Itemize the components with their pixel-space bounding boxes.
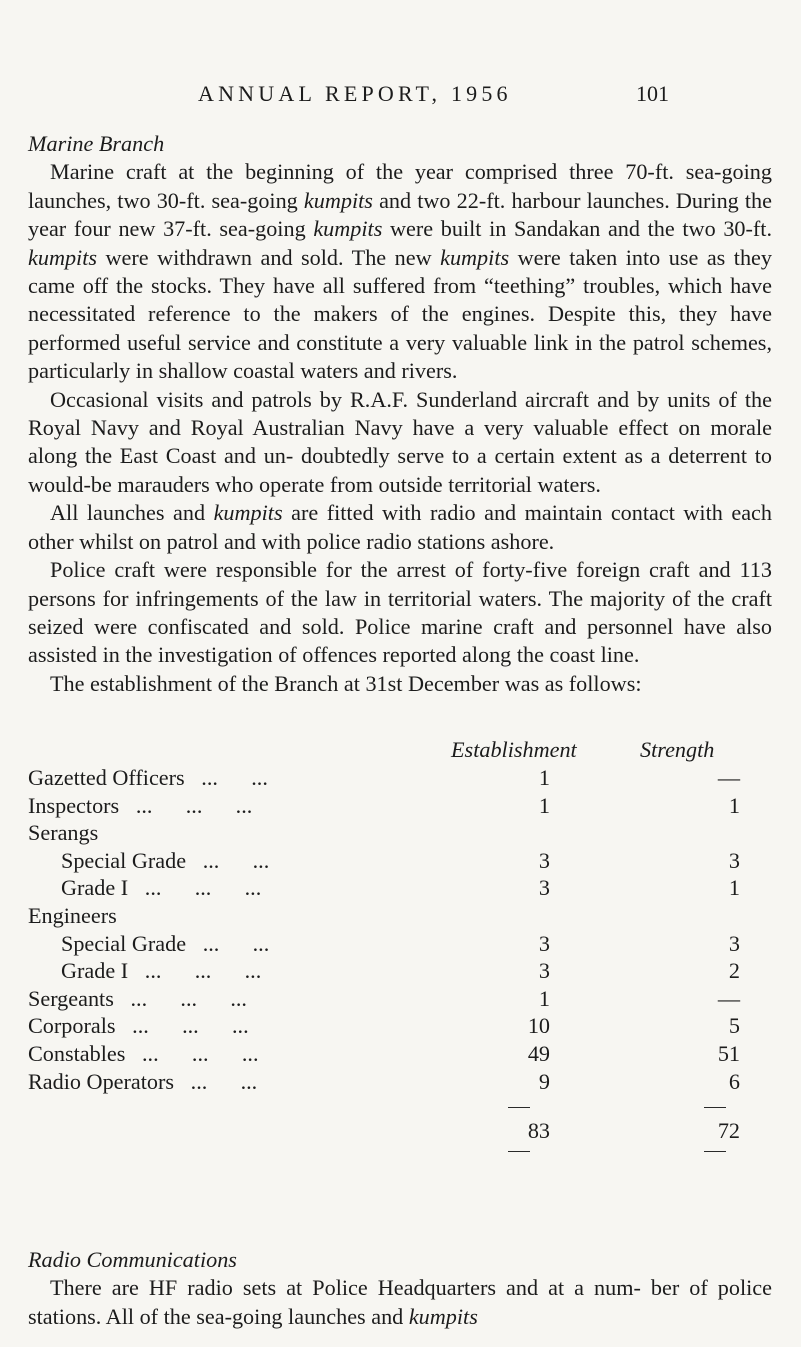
table-row	[28, 764, 772, 792]
row-label: Radio Operators ... ...	[28, 1068, 258, 1094]
italic-term: kumpits	[303, 187, 373, 213]
column-header-establishment: Establishment	[451, 737, 577, 762]
body-text	[28, 158, 772, 698]
total-underline-strength	[704, 1151, 726, 1152]
row-label: Constables ... ... ...	[28, 1040, 259, 1066]
strength-value: 1	[728, 875, 740, 901]
table-header-row	[28, 736, 772, 764]
total-rule-row	[28, 1095, 772, 1117]
row-label: Special Grade ... ...	[61, 930, 270, 956]
table-row	[28, 1040, 772, 1068]
text-run: The establishment of the Branch at 31st December was as follows:	[50, 670, 642, 696]
table-row	[28, 902, 772, 930]
row-label: Engineers	[28, 902, 117, 928]
row-label: Sergeants ... ... ...	[28, 985, 247, 1011]
strength-value: 3	[728, 847, 740, 873]
text-run: Marine craft at the beginning of the year comprised three 70-ft. sea-going launches, two 30-ft. sea-going	[28, 159, 772, 213]
establishment-value: 10	[527, 1013, 550, 1039]
text-run: Police craft were responsible for the arrest of forty-five foreign craft and 113 persons for infringements of the law in territorial waters. The majority of the craft seized were confiscated and sold. Police marine craft and personnel have also assisted in the investigation of offences reported along the coast line.	[28, 557, 772, 668]
strength-value: 6	[728, 1068, 740, 1094]
strength-value: —	[717, 765, 740, 790]
table-row	[28, 957, 772, 985]
strength-value: 3	[728, 930, 740, 956]
table-row	[28, 1012, 772, 1040]
establishment-value: 1	[538, 765, 550, 790]
row-label: Inspectors ... ... ...	[28, 792, 253, 818]
text-run: and two 22-ft. harbour launches. During the year four new 37-ft. sea-going	[28, 187, 772, 242]
row-label: Serangs	[28, 820, 99, 846]
text-run: were withdrawn and sold. The new	[97, 244, 441, 270]
establishment-value: 49	[527, 1040, 550, 1066]
strength-value: 51	[717, 1040, 740, 1066]
paragraph	[28, 158, 772, 385]
total-strength: 72	[717, 1118, 740, 1144]
paragraph	[28, 499, 772, 556]
section-heading-radio: Radio Communications	[28, 1247, 237, 1272]
italic-term: kumpits	[213, 500, 283, 526]
text-run: are fitted with radio and maintain contact with each other whilst on patrol and with police radio stations ashore.	[28, 500, 772, 554]
page-number: 101	[636, 81, 669, 106]
establishment-value: 3	[538, 875, 550, 901]
text-run: All launches and	[50, 500, 214, 526]
italic-term: kumpits	[440, 244, 510, 270]
italic-term: kumpits	[28, 244, 98, 270]
row-label: Gazetted Officers ... ...	[28, 765, 268, 790]
text-run: were taken into use as they came off the stocks. They have all suffered from “teething” troubles, which have necessitated reference to the makers of the engines. Despite this, they have performed useful service and constitute a very valuable link in the patrol schemes, particularly in shallow coastal waters and rivers.	[28, 244, 772, 384]
establishment-value: 9	[538, 1068, 550, 1094]
paragraph	[28, 386, 772, 500]
row-label: Corporals ... ... ...	[28, 1013, 249, 1039]
table-row	[28, 874, 772, 902]
total-rule-establishment	[508, 1107, 530, 1108]
table-row	[28, 819, 772, 847]
paragraph	[28, 556, 772, 670]
establishment-value: 1	[538, 792, 550, 818]
table-body	[28, 764, 772, 1095]
table-row	[28, 985, 772, 1013]
italic-term: kumpits	[313, 216, 383, 242]
strength-value: —	[717, 985, 740, 1011]
establishment-value: 3	[538, 958, 550, 984]
table-row	[28, 792, 772, 820]
row-label: Grade I ... ... ...	[61, 958, 262, 984]
row-label: Grade I ... ... ...	[61, 875, 262, 901]
strength-value: 2	[728, 958, 740, 984]
text-run: Occasional visits and patrols by R.A.F. Sunderland aircraft and by units of the Royal Navy and Royal Australian Navy have a very valuable effect on morale along the East Coast and un- doubtedly serve to a certain extent as a deterrent to would-be marauders who operate from outside territorial waters.	[28, 386, 772, 497]
text-run: were built in Sandakan and the two 30-ft.	[382, 216, 773, 242]
total-underline-row	[28, 1145, 772, 1159]
text-run: There are HF radio sets at Police Headquarters and at a num- ber of police stations. All of the sea-going launches and	[28, 1275, 772, 1329]
establishment-value: 3	[538, 847, 550, 873]
table-row	[28, 847, 772, 875]
strength-value: 5	[728, 1013, 740, 1039]
section-heading: Marine Branch	[28, 131, 165, 156]
table-row	[28, 930, 772, 958]
total-establishment: 83	[527, 1118, 550, 1144]
running-head: ANNUAL REPORT, 1956	[198, 81, 512, 106]
marine-branch-section	[28, 130, 772, 698]
paragraph	[28, 670, 772, 698]
radio-communications-section	[28, 1246, 772, 1331]
establishment-value: 1	[538, 985, 550, 1011]
total-rule-strength	[704, 1107, 726, 1108]
total-underline-establishment	[508, 1151, 530, 1152]
row-label: Special Grade ... ...	[61, 847, 270, 873]
radio-paragraph	[28, 1274, 772, 1331]
column-header-strength: Strength	[640, 737, 715, 762]
strength-value: 1	[728, 792, 740, 818]
italic-term: kumpits	[408, 1303, 478, 1329]
table-row	[28, 1068, 772, 1096]
establishment-value: 3	[538, 930, 550, 956]
establishment-table	[28, 736, 772, 1159]
page-header	[0, 80, 801, 110]
table-total-row	[28, 1117, 772, 1145]
